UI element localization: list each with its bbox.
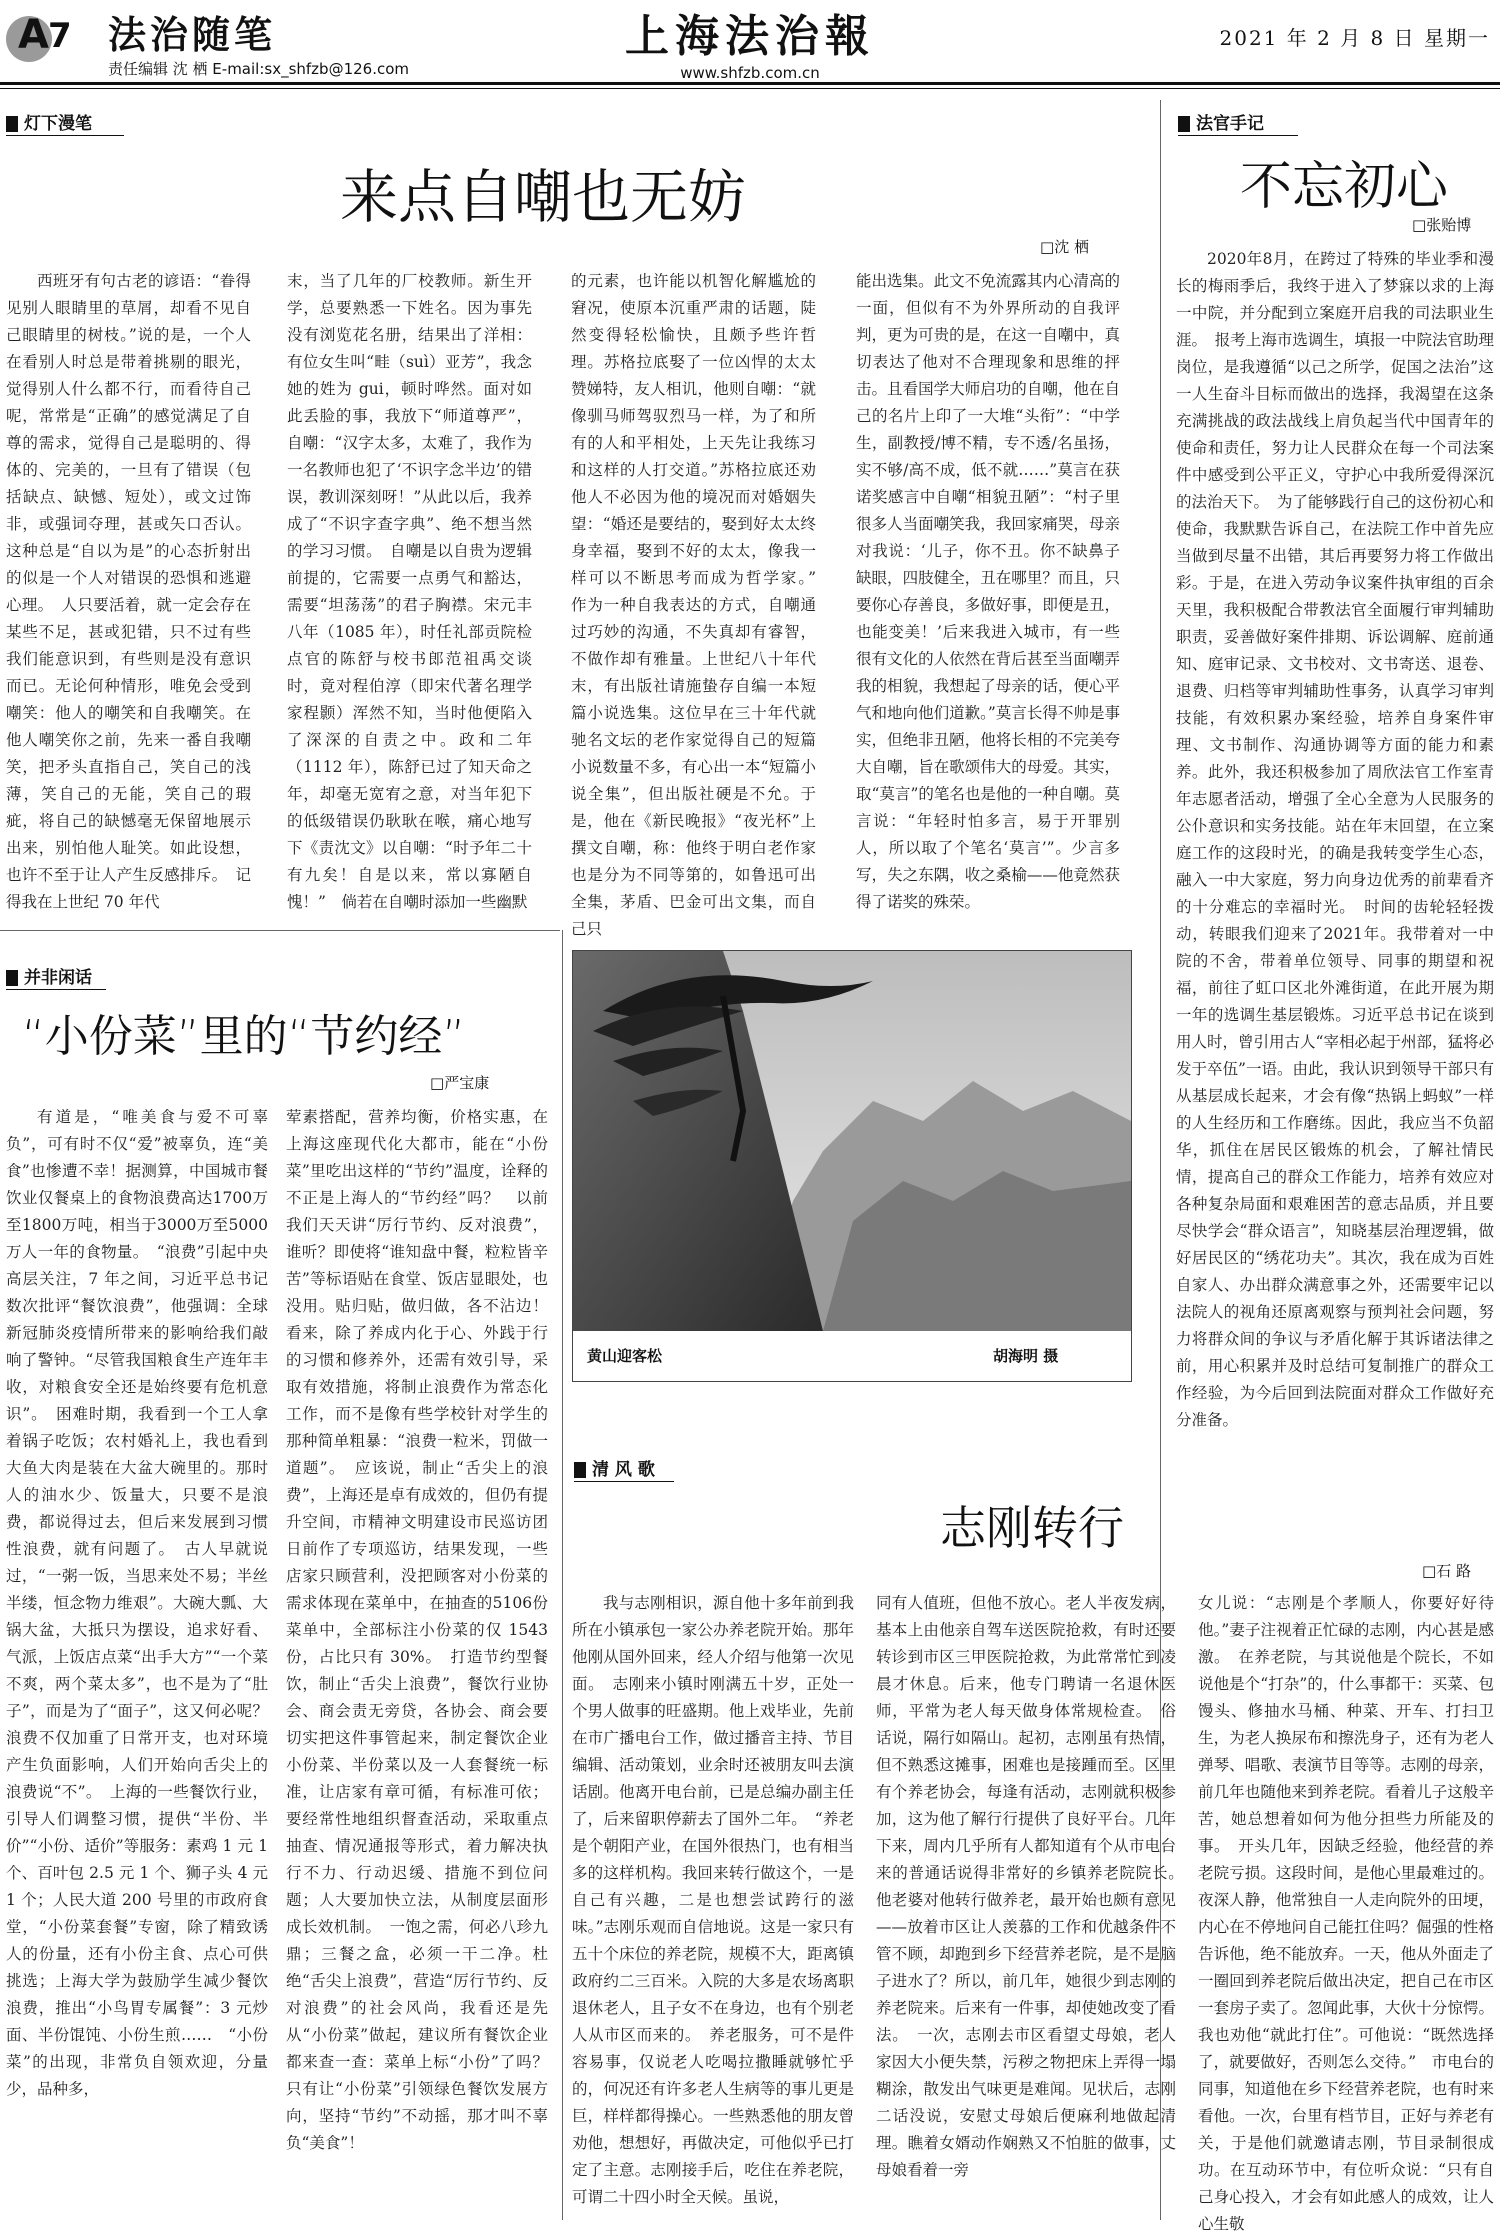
photo-credit: 胡海明 摄 [993,1347,1059,1365]
author-yanbaokang: □ 严宝康 [430,1072,489,1093]
article1-text-1: 西班牙有句古老的谚语：“眷得见别人眼睛里的草屑，却看不见自己眼睛里的树枝。”说的是，一个人在看别人时总是带着挑剔的眼光，觉得别人什么都不行，而看待自己呢，常常是“正确”的感觉满足了自尊的需求，觉得自己是聪明的、得体的、完美的，一旦有了错误（包括缺点、缺憾、短处），或文过饰非，或强词夺理，甚或矢口否认。这种总是“自以为是”的心态折射出的似是一个人对错误的恐惧和逃避心理。 人只要活着，就一定会存在某些不足，甚或犯错，只不过有些我们能意识到，有些则是没有意识而已。无论何种情形，唯免会受到嘲笑：他人的嘲笑和自我嘲笑。在他人嘲笑你之前，先来一番自我嘲笑，把矛头直指自己，笑自己的浅薄，笑自己的无能，笑自己的瑕疵，将自己的缺憾毫无保留地展示出来，别怕他人耻笑。如此设想，也许不至于让人产生反感排斥。 记得我在上世纪 70 年代 [6,272,251,911]
column-tag-faguan: 法官手记 [1178,112,1298,136]
article1-column-2 [287,268,532,911]
article3-text-1: 有道是，“唯美食与爱不可辜负”，可有时不仅“爱”被辜负，连“美食”也惨遭不幸！据测算，中国城市餐饮业仅餐桌上的食物浪费高达1700万至1800万吨，相当于3000万至5000万人一年的食物量。 “浪费”引起中央高层关注，7 年之间，习近平总书记数次批评“餐饮浪费”，他强调：全球新冠肺炎疫情所带来的影响给我们敲响了警钟。“尽管我国粮食生产连年丰收，对粮食安全还是始终要有危机意识”。 困难时期，我看到一个工人拿着锅子吃饭；农村婚礼上，我也看到大鱼大肉是装在大盆大碗里的。那时人的油水少、饭量大，只要不是浪费，都说得过去，但后来发展到习惯性浪费，就有问题了。 古人早就说过，“一粥一饭，当思来处不易；半丝半缕，恒念物力维艰”。大碗大瓢、大锅大盆，大抵只为摆设，追求好看、气派，上饭店点菜“出手大方”“一个菜不爽，两个菜太多”，也不是为了“肚子”，而是为了“面子”，这又何必呢？ 浪费不仅加重了日常开支，也对环境产生负面影响，人们开始向舌尖上的浪费说“不”。 上海的一些餐饮行业，引导人们调整习惯，提供“半份、半价”“小份、适价”等服务：素鸡 1 元 1 个、百叶包 2.5 元 1 个、狮子头 4 元 1 个；人民大道 200 号里的市政府食堂，“小份菜套餐”专窗，除了精致诱人的份量，还有小份主食、点心可供挑选；上海大学为鼓励学生减少餐饮浪费，推出“小鸟胃专属餐”：3 元炒面、半份馄饨、小份生煎…… “小份菜”的出现，非常负自领欢迎，分量少，品种多， [6,1108,284,2098]
column-divider-2 [562,930,563,2220]
article4-column-3 [1198,1590,1494,2233]
column-tag-qingfeng: 清 风 歌 [574,1458,674,1482]
newspaper-logo [600,0,900,82]
article-title-xiaofencai: “小份菜”里的“节约经” [22,1011,466,1062]
author-zhangyibo: □ 张贻博 [1412,214,1471,235]
newspaper-url: www.shfzb.com.cn [680,64,820,82]
editor-line: 责任编辑 沈 栖 E-mail:sx_shfzb@126.com [108,60,410,78]
article1-column-1 [6,268,251,911]
article3-column-1 [6,1104,284,2224]
page-number-badge [6,6,96,66]
article1-column-4 [856,268,1120,911]
photo-yingkesong [572,950,1132,1382]
page-letter: A [18,12,49,58]
author-shilu: □ 石 路 [1422,1560,1471,1581]
section-title: 法治随笔 [108,13,277,57]
article2-column-1 [1176,246,1494,1429]
article-title-zichao: 来点自嘲也无妨 [340,163,747,231]
photo-caption: 黄山迎客松 [587,1347,663,1365]
section-divider [0,930,560,931]
column-tag-dengxia: 灯下漫笔 [6,112,124,136]
article4-text-2: 同有人值班，但他不放心。老人半夜发病，基本上由他亲自驾车送医院抢救，有时还要转诊到市区三甲医院抢救，为此常常忙到凌晨才休息。后来，他专门聘请一名退休医师，平常为老人每天做身体常规检查。 俗话说，隔行如隔山。起初，志刚虽有热情，但不熟悉这摊事，困难也是接踵而至。区里有个养老协会，每逢有活动，志刚就积极参加，这为他了解行行提供了良好平台。几年下来，周内几乎所有人都知道有个从市电台来的普通话说得非常好的乡镇养老院院长。 他老婆对他转行做养老，最开始也颇有意见——放着市区让人羡慕的工作和优越条件不管不顾，却跑到乡下经营养老院，是不是脑子进水了？所以，前几年，她很少到志刚的养老院来。后来有一件事，却使她改变了看法。 一次，志刚去市区看望丈母娘，老人家因大小便失禁，污秽之物把床上弄得一塌糊涂，散发出气味更是难闻。见状后，志刚二话没说，安慰丈母娘后便麻利地做起清理。瞧着女婿动作娴熟又不怕脏的做事，丈母娘看着一旁 [876,1594,1192,2179]
article1-text-4: 能出选集。此文不免流露其内心清高的一面，但似有不为外界所动的自我评判，更为可贵的是，在这一自嘲中，真切表达了他对不合理现象和思维的抨击。且看国学大师启功的自嘲，他在自己的名片上印了一大堆“头衔”：“中学生，副教授/博不精，专不透/名虽扬，实不够/高不成，低不就……”莫言在获诺奖感言中自嘲“相貌丑陋”：“村子里很多人当面嘲笑我，我回家痛哭，母亲对我说：‘儿子，你不丑。你不缺鼻子缺眼，四肢健全，丑在哪里？而且，只要你心存善良，多做好事，即便是丑，也能变美！’后来我进入城市，有一些很有文化的人依然在背后甚至当面嘲弄我的相貌，我想起了母亲的话，便心平气和地向他们道歉。”莫言长得不帅是事实，但绝非丑陋，他将长相的不完美夸大自嘲，旨在歌颂伟大的母爱。其实，取“莫言”的笔名也是他的一种自嘲。莫言说：“年轻时怕多言，易于开罪别人，所以取了个笔名‘莫言’”。少言多写，失之东隅，收之桑榆——他竟然获得了诺奖的殊荣。 [856,272,1120,911]
article4-column-2 [876,1590,1192,2224]
issue-date: 2021 年 2 月 8 日 星期一 [1219,26,1490,50]
article4-column-1 [572,1590,854,2224]
newspaper-name: 上海法治報 [625,11,875,62]
article2-text: 2020年8月，在跨过了特殊的毕业季和漫长的梅雨季后，我终于进入了梦寐以求的上海一中院，并分配到立案庭开启我的司法职业生涯。 报考上海市选调生，填报一中院法官助理岗位，是我遵循“以己之所学，促国之法治”这一人生奋斗目标而做出的选择，我渴望在这条充满挑战的政法战线上肩负起当代中国青年的使命和责任，努力让人民群众在每一个司法案件中感受到公平正义，守护心中我所爱得深沉的法治天下。 为了能够践行自己的这份初心和使命，我默默告诉自己，在法院工作中首先应当做到尽量不出错，其后再要努力将工作做出彩。于是，在进入劳动争议案件执审组的百余天里，我积极配合带教法官全面履行审判辅助职责，妥善做好案件排期、诉讼调解、庭前通知、庭审记录、文书校对、文书寄送、退卷、退费、归档等审判辅助性事务，认真学习审判技能，有效积累办案经验，培养自身案件审理、文书制作、沟通协调等方面的能力和素养。此外，我还积极参加了周欣法官工作室青年志愿者活动，增强了全心全意为人民服务的公仆意识和实务技能。站在年末回望，在立案庭工作的这段时光，的确是我转变学生心态，融入一中大家庭，努力向身边优秀的前辈看齐的十分难忘的幸福时光。 时间的齿轮轻轻拨动，转眼我们迎来了2021年。我带着对一中院的不舍，带着单位领导、同事的期望和祝福，前往了虹口区北外滩街道，在此开展为期一年的选调生基层锻炼。习近平总书记在谈到用人时，曾引用古人“宰相必起于州部，猛将必发于卒伍”一语。由此，我认识到领导干部只有从基层成长起来，才会有像“热锅上蚂蚁”一样的人生经历和工作磨练。因此，我应当不负韶华，抓住在居民区锻炼的机会，了解社情民情，提高自己的群众工作能力，培养有效应对各种复杂局面和艰难困苦的意志品质，并且要尽快学会“群众语言”，知晓基层治理逻辑，做好居民区的“绣花功夫”。其次，我在成为百姓自家人、办出群众满意事之外，还需要牢记以法院人的视角还原离观察与预判社会问题，努力将群众间的争议与矛盾化解于其诉诸法律之前，用心积累并及时总结可复制推广的群众工作经验，为今后回到法院面对群众工作做好充分准备。 [1176,250,1494,1429]
column-tag-bingfei: 并非闲话 [6,966,106,990]
article-title-zhigang: 志刚转行 [940,1501,1124,1555]
article1-text-3: 的元素，也许能以机智化解尴尬的窘况，使原本沉重严肃的话题，陡然变得轻松愉快，且颇予些许哲理。苏格拉底娶了一位凶悍的太太赞娣特，友人相讥，他则自嘲：“就像驯马师驾驭烈马一样，为了和所有的人和平相处，上天先让我练习和这样的人打交道。”苏格拉底还劝他人不必因为他的境况而对婚姻失望：“婚还是要结的，娶到好太太终身幸福，娶到不好的太太，像我一样可以不断思考而成为哲学家。” 作为一种自我表达的方式，自嘲通过巧妙的沟通，不失真却有睿智，不做作却有雅量。上世纪八十年代末，有出版社请施蛰存自编一本短篇小说选集。这位早在三十年代就驰名文坛的老作家觉得自己的短篇小说数量不多，有心出一本“短篇小说全集”，但出版社硬是不允。于是，他在《新民晚报》“夜光杯”上撰文自嘲，称：他终于明白老作家也是分为不同等第的，如鲁迅可出全集，茅盾、巴金可出文集，而自己只 [571,272,832,938]
article3-column-2 [286,1104,548,2224]
header-rule [0,82,1500,85]
article4-text-1: 我与志刚相识，源自他十多年前到我所在小镇承包一家公办养老院开始。那年他刚从国外回来，经人介绍与他第一次见面。 志刚来小镇时刚满五十岁，正处一个男人做事的旺盛期。他上戏毕业，先前在市广播电台工作，做过播音主持、节目编辑、活动策划，业余时还被朋友叫去演话剧。他离开电台前，已是总编办副主任了，后来留职停薪去了国外二年。 “养老是个朝阳产业，在国外很热门，也有相当多的这样机构。我回来转行做这个，一是自己有兴趣，二是也想尝试跨行的滋味。”志刚乐观而自信地说。这是一家只有五十个床位的养老院，规模不大，距离镇政府约二三百米。入院的大多是农场离职退休老人，且子女不在身边，也有个别老人从市区而来的。 养老服务，可不是件容易事，仅说老人吃喝拉撒睡就够忙乎的，何况还有许多老人生病等的事儿更是巨，样样都得操心。一些熟悉他的朋友曾劝他，想想好，再做决定，可他似乎已打定了主意。志刚接手后，吃住在养老院，可谓二十四小时全天候。虽说， [572,1594,854,2206]
photo-image [573,951,1131,1331]
author-shenqi: □ 沈 栖 [1040,236,1089,257]
page-number: 7 [48,16,72,56]
article4-text-3: 女儿说：“志刚是个孝顺人，你要好好待他。”妻子注视着正忙碌的志刚，内心甚是感激。 在养老院，与其说他是个院长，不如说他是个“打杂”的，什么事都干：买菜、包馒头、修抽水马桶、种菜、开车、打扫卫生，为老人换尿布和擦洗身子，还有为老人弹琴、唱歌、表演节目等等。志刚的母亲，前几年也随他来到养老院。看着儿子这般辛苦，她总想着如何为他分担些力所能及的事。 开头几年，因缺乏经验，他经营的养老院亏损。这段时间，是他心里最难过的。夜深人静，他常独自一人走向院外的田埂，内心在不停地问自己能扛住吗？倔强的性格告诉他，绝不能放弃。一天，他从外面走了一圈回到养老院后做出决定，把自己在市区一套房子卖了。忽闻此事，大伙十分惊愕。我也劝他“就此打住”。可他说：“既然选择了，就要做好，否则怎么交待。” 市电台的同事，知道他在乡下经营养老院，也有时来看他。一次，台里有档节目，正好与养老有关，于是他们就邀请志刚，节目录制很成功。在互动环节中，有位听众说：“只有自己身心投入，才会有如此感人的成效，让人心生敬 [1198,1594,1494,2233]
article1-text-2: 末，当了几年的厂校教师。新生开学，总要熟悉一下姓名。因为事先没有浏览花名册，结果出了洋相：有位女生叫“畦（suì）亚芳”，我念她的姓为 gui，顿时哗然。面对如此丢脸的事，我放下“师道尊严”，自嘲：“汉字太多，太难了，我作为一名教师也犯了‘不识字念半边’的错误，教训深刻呀！”从此以后，我养成了“不识字查字典”、绝不想当然的学习习惯。 自嘲是以自贵为逻辑前提的，它需要一点勇气和豁达，需要“坦荡荡”的君子胸襟。宋元丰八年（1085 年），时任礼部贡院检点官的陈舒与校书郎范祖禹交谈时，竟对程伯淳（即宋代著名理学家程颢）浑然不知，当时他便陷入了深深的自责之中。政和二年（1112 年），陈舒已过了知天命之年，却毫无宽宥之意，对当年犯下的低级错误仍耿耿在喉，痛心地写下《责沈文》以自嘲：“时予年二十有九矣！自是以来，常以寡陋自愧！” 倘若在自嘲时添加一些幽默 [287,272,532,911]
article-title-buwang: 不忘初心 [1240,157,1449,217]
article1-column-3 [571,268,832,938]
header-rule-thin [0,88,1500,89]
article3-text-2: 荤素搭配，营养均衡，价格实惠，在上海这座现代化大都市，能在“小份菜”里吃出这样的“节约”温度，诠释的不正是上海人的“节约经”吗？ 以前我们天天讲“厉行节约、反对浪费”，谁听？即使将“谁知盘中餐，粒粒皆辛苦”等标语贴在食堂、饭店显眼处，也没用。贴归贴，做归做，各不沾边！看来，除了养成内化于心、外践于行的习惯和修养外，还需有效引导，采取有效措施，将制止浪费作为常态化工作，而不是像有些学校针对学生的那种简单粗暴：“浪费一粒米，罚做一道题”。 应该说，制止“舌尖上的浪费”，上海还是卓有成效的，但仍有提升空间，市精神文明建设市民巡访团日前作了专项巡访，结果发现，一些店家只顾营利，没把顾客对小份菜的需求体现在菜单中，在抽查的5106份菜单中，全部标注小份菜的仅 1543 份，占比只有 30%。 打造节约型餐饮，制止“舌尖上浪费”，餐饮行业协会、商会责无旁贷，各协会、商会要切实把这件事管起来，制定餐饮企业小份菜、半份菜以及一人套餐统一标准，让店家有章可循，有标准可依；要经常性地组织督查活动，采取重点抽查、情况通报等形式，着力解决执行不力、行动迟缓、措施不到位问题；人大要加快立法，从制度层面形成长效机制。 一饱之需，何必八珍九鼎；三餐之盒，必须一干二净。杜绝“舌尖上浪费”，营造“厉行节约、反对浪费”的社会风尚，我看还是先从“小份菜”做起，建议所有餐饮企业都来查一查：菜单上标“小份”了吗？只有让“小份菜”引领绿色餐饮发展方向，坚持“节约”不动摇，那才叫不辜负“美食”！ [286,1108,548,2152]
